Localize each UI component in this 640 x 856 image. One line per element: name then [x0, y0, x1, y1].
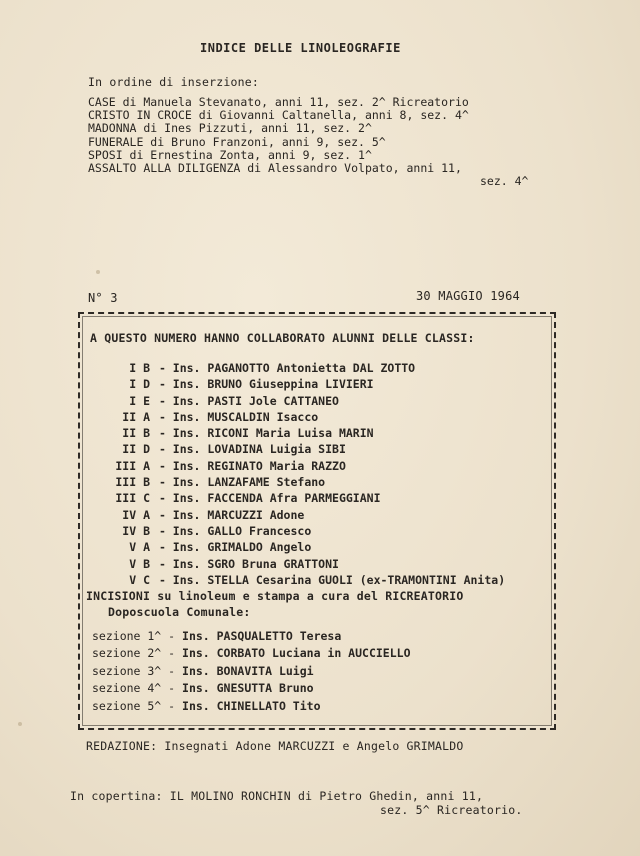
class-row — [106, 458, 505, 474]
class-teacher: - Ins. SGRO Bruna GRATTONI — [158, 556, 339, 571]
class-row — [106, 360, 505, 376]
class-label: I E — [129, 393, 150, 408]
class-teacher: - Ins. LANZAFAME Stefano — [158, 475, 326, 490]
class-list — [106, 360, 505, 588]
issue-date: 30 MAGGIO 1964 — [416, 289, 520, 303]
section-list — [92, 628, 411, 715]
class-teacher: - Ins. MUSCALDIN Isacco — [158, 409, 319, 424]
cover-credit-line2: sez. 5^ Ricreatorio. — [380, 803, 523, 817]
class-row — [106, 523, 505, 539]
document-title: INDICE DELLE LINOLEOGRAFIE — [200, 41, 401, 55]
class-label: II A — [122, 409, 150, 424]
index-entry: CRISTO IN CROCE di Giovanni Caltanella, anni 8, sez. 4^ — [88, 108, 469, 123]
class-teacher: - Ins. BRUNO Giuseppina LIVIERI — [158, 377, 374, 392]
class-label: II D — [122, 442, 150, 457]
class-row — [106, 376, 505, 392]
class-label: V C — [129, 572, 150, 587]
order-heading: In ordine di inserzione: — [88, 75, 259, 89]
section-teacher: Ins. PASQUALETTO Teresa — [182, 629, 342, 643]
paper-spot — [96, 270, 100, 274]
collaborators-heading: A QUESTO NUMERO HANNO COLLABORATO ALUNNI DELLE CLASSI: — [90, 331, 475, 345]
class-row — [106, 441, 505, 457]
section-teacher: Ins. BONAVITA Luigi — [182, 663, 314, 678]
section-label: sezione 5^ - — [92, 698, 183, 713]
class-row — [106, 490, 505, 506]
class-teacher: - Ins. PAGANOTTO Antonietta DAL ZOTTO — [158, 361, 416, 375]
section-label: sezione 1^ - — [92, 629, 183, 643]
class-teacher: - Ins. PASTI Jole CATTANEO — [158, 393, 339, 408]
issue-number: N° 3 — [88, 291, 118, 305]
section-teacher: Ins. GNESUTTA Bruno — [182, 681, 314, 696]
class-row — [106, 572, 505, 588]
class-row — [106, 393, 505, 409]
index-entry-continuation: sez. 4^ — [480, 174, 529, 189]
class-label: I D — [129, 377, 150, 392]
index-entry: CASE di Manuela Stevanato, anni 11, sez. 2^ Ricreatorio — [88, 95, 469, 109]
section-row — [92, 645, 411, 662]
class-label: IV A — [122, 507, 150, 522]
class-teacher: - Ins. FACCENDA Afra PARMEGGIANI — [158, 491, 381, 506]
cover-credit-line1: In copertina: IL MOLINO RONCHIN di Pietro Ghedin, anni 11, — [70, 789, 484, 803]
collaborators-box — [78, 312, 556, 730]
section-label: sezione 3^ - — [92, 663, 183, 678]
engravings-index-list — [88, 96, 528, 188]
class-label: III A — [115, 458, 150, 473]
paper-spot — [18, 722, 22, 726]
section-label: sezione 4^ - — [92, 681, 183, 696]
class-label: I B — [129, 361, 150, 375]
section-row — [92, 680, 411, 697]
index-entry: SPOSI di Ernestina Zonta, anni 9, sez. 1^ — [88, 147, 372, 162]
class-row — [106, 539, 505, 555]
section-row — [92, 663, 411, 680]
index-entry: FUNERALE di Bruno Franzoni, anni 9, sez. 5^ — [88, 134, 386, 149]
section-row — [92, 628, 411, 645]
section-row — [92, 698, 411, 715]
class-teacher: - Ins. RICONI Maria Luisa MARIN — [158, 426, 374, 441]
class-label: V B — [129, 556, 150, 571]
class-row — [106, 474, 505, 490]
section-teacher: Ins. CORBATO Luciana in AUCCIELLO — [182, 646, 411, 661]
class-row — [106, 507, 505, 523]
class-label: II B — [122, 426, 150, 441]
class-row — [106, 409, 505, 425]
class-teacher: - Ins. REGINATO Maria RAZZO — [158, 458, 346, 473]
engraving-subheading: Doposcuola Comunale: — [108, 605, 251, 619]
section-teacher: Ins. CHINELLATO Tito — [182, 698, 321, 713]
index-entry: MADONNA di Ines Pizzuti, anni 11, sez. 2^ — [88, 121, 372, 136]
class-label: V A — [129, 540, 150, 555]
class-label: III B — [115, 475, 150, 490]
class-teacher: - Ins. LOVADINA Luigia SIBI — [158, 442, 346, 457]
class-teacher: - Ins. STELLA Cesarina GUOLI (ex-TRAMONTINI Anita) — [158, 572, 506, 587]
class-label: IV B — [122, 523, 150, 538]
class-row — [106, 556, 505, 572]
class-teacher: - Ins. GRIMALDO Angelo — [158, 540, 312, 555]
index-entry: ASSALTO ALLA DILIGENZA di Alessandro Volpato, anni 11, — [88, 161, 462, 176]
class-teacher: - Ins. MARCUZZI Adone — [158, 507, 305, 522]
editorial-credits: REDAZIONE: Insegnati Adone MARCUZZI e Angelo GRIMALDO — [86, 739, 464, 753]
class-teacher: - Ins. GALLO Francesco — [158, 523, 312, 538]
class-label: III C — [115, 491, 150, 506]
engraving-heading: INCISIONI su linoleum e stampa a cura del RICREATORIO — [86, 589, 464, 603]
section-label: sezione 2^ - — [92, 646, 183, 661]
class-row — [106, 425, 505, 441]
